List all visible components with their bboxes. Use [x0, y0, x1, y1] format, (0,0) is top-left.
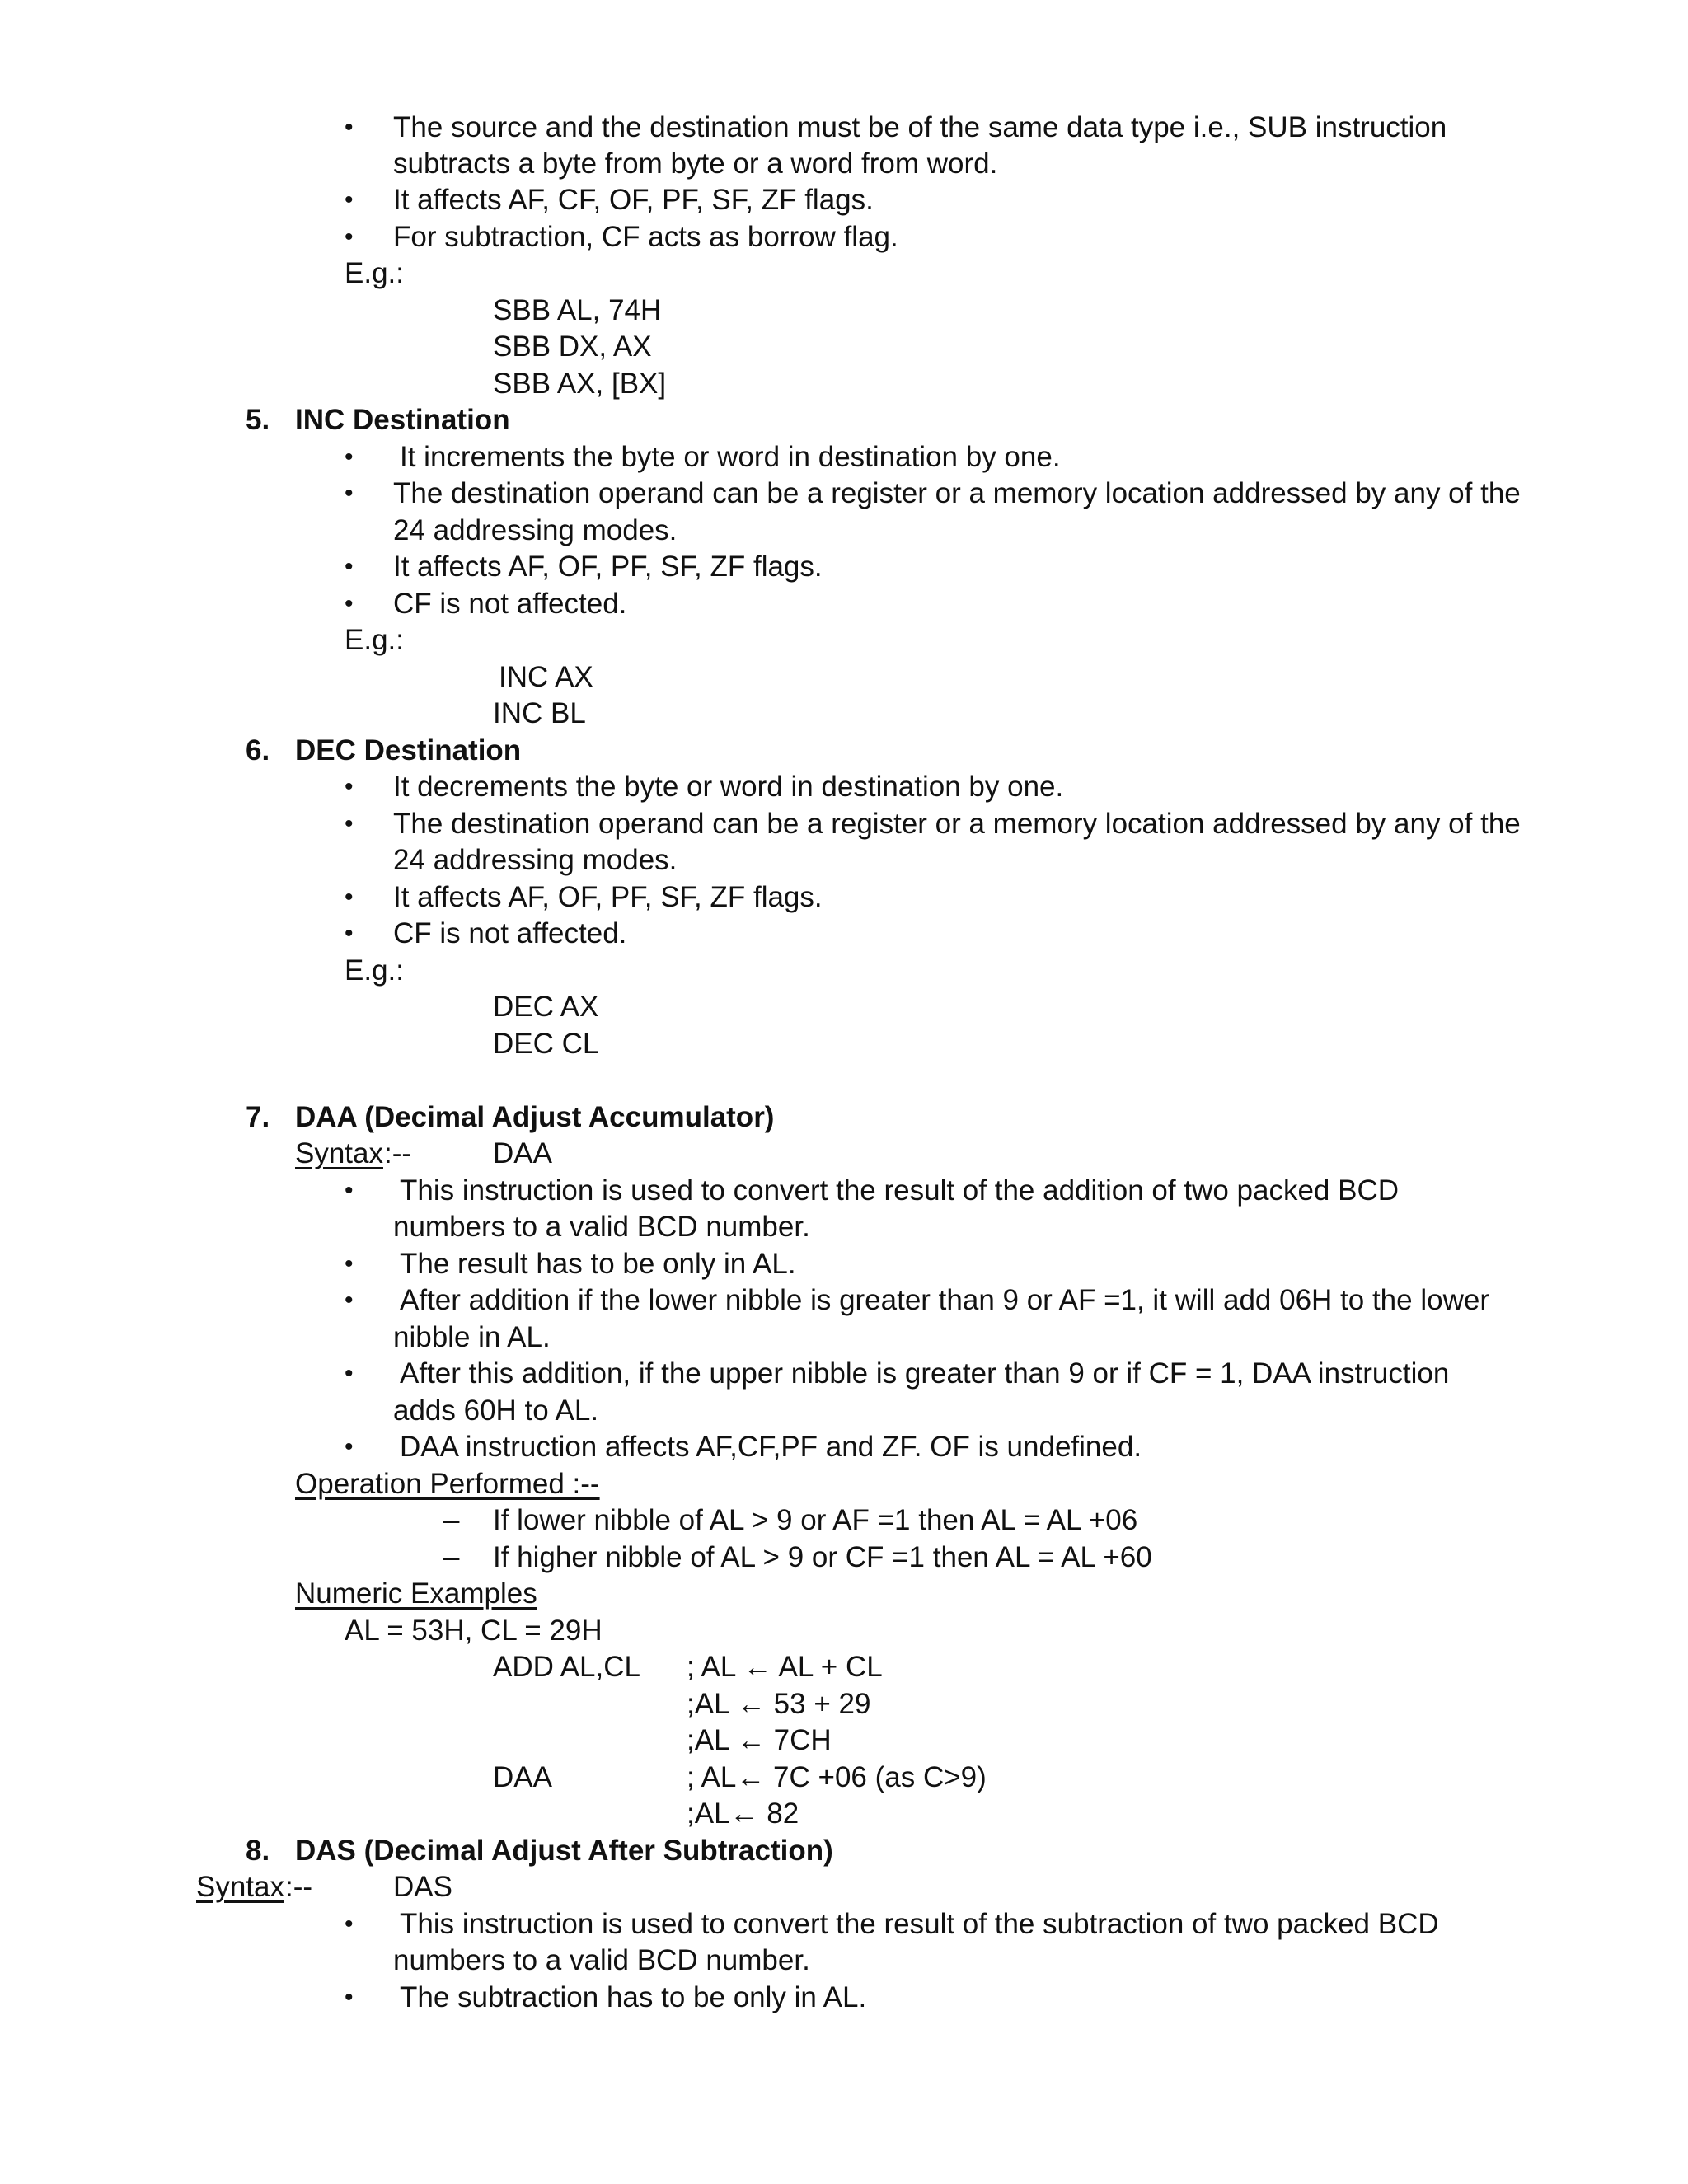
das-syntax-sep: :-- [285, 1871, 313, 1903]
bullet-dot: • [345, 1250, 354, 1277]
das-bullet-2: The subtraction has to be only in AL. [400, 1981, 867, 2013]
dec-bullet-2: The destination operand can be a register or a memory location addressed by any of the [393, 808, 1521, 840]
bullet-dot: • [345, 810, 354, 837]
das-syntax-label: Syntax [196, 1871, 284, 1903]
bullet-dot: • [345, 920, 354, 947]
bullet-dot: • [345, 1984, 354, 2011]
bullet-dot: • [345, 480, 354, 507]
inc-bullet-3: It affects AF, OF, PF, SF, ZF flags. [393, 551, 823, 583]
das-number: 8. [246, 1835, 270, 1867]
bullet-dot: • [345, 1360, 354, 1387]
daa-bullet-3: After addition if the lower nibble is greater than 9 or AF =1, it will add 06H to the lower [400, 1284, 1489, 1316]
inc-bullet-1: It increments the byte or word in destination by one. [400, 441, 1061, 473]
sbb-bullet-1: The source and the destination must be of the same data type i.e., SUB instruction [393, 111, 1447, 143]
daa-numeric-init: AL = 53H, CL = 29H [345, 1615, 603, 1647]
bullet-dot: • [345, 1177, 354, 1204]
sbb-bullet-3: For subtraction, CF acts as borrow flag. [393, 221, 898, 253]
daa-syntax-label: Syntax [295, 1137, 383, 1169]
daa-code-instr-add: ADD AL,CL [493, 1651, 640, 1683]
daa-operation-label: Operation Performed :-- [295, 1468, 600, 1500]
dec-eg-label: E.g.: [345, 954, 404, 987]
inc-eg-label: E.g.: [345, 624, 404, 656]
dec-heading: DEC Destination [295, 734, 522, 766]
das-bullet-1-cont: numbers to a valid BCD number. [393, 1944, 810, 1976]
daa-operation-1: If lower nibble of AL > 9 or AF =1 then AL = AL +06 [493, 1504, 1138, 1536]
daa-bullet-1: This instruction is used to convert the result of the addition of two packed BCD [400, 1174, 1400, 1207]
sbb-bullet-1-cont: subtracts a byte from byte or a word from word. [393, 148, 998, 180]
inc-heading: INC Destination [295, 404, 510, 436]
dec-bullet-3: It affects AF, OF, PF, SF, ZF flags. [393, 881, 823, 913]
dash-marker: – [443, 1541, 460, 1573]
bullet-dot: • [345, 1910, 354, 1938]
daa-code-comment-3: ;AL ← 7CH [687, 1724, 832, 1756]
daa-bullet-3-cont: nibble in AL. [393, 1321, 551, 1353]
inc-example-2: INC BL [493, 697, 586, 729]
bullet-dot: • [345, 1433, 354, 1460]
daa-number: 7. [246, 1101, 270, 1133]
dec-example-1: DEC AX [493, 991, 599, 1023]
daa-code-comment-4: ; AL← 7C +06 (as C>9) [687, 1761, 987, 1793]
dec-number: 6. [246, 734, 270, 766]
inc-bullet-2: The destination operand can be a register or a memory location addressed by any of the [393, 477, 1521, 509]
dec-bullet-2-cont: 24 addressing modes. [393, 844, 678, 876]
sbb-example-2: SBB DX, AX [493, 330, 652, 363]
bullet-dot: • [345, 223, 354, 251]
daa-bullet-1-cont: numbers to a valid BCD number. [393, 1211, 810, 1243]
inc-bullet-2-cont: 24 addressing modes. [393, 514, 678, 546]
bullet-dot: • [345, 443, 354, 471]
das-syntax-value: DAS [393, 1871, 452, 1903]
dash-marker: – [443, 1504, 460, 1536]
daa-numeric-label: Numeric Examples [295, 1577, 537, 1610]
daa-code-instr-daa: DAA [493, 1761, 552, 1793]
daa-bullet-2: The result has to be only in AL. [400, 1248, 796, 1280]
daa-bullet-4-cont: adds 60H to AL. [393, 1394, 599, 1427]
daa-code-comment-5: ;AL← 82 [687, 1797, 799, 1830]
dec-bullet-1: It decrements the byte or word in destination by one. [393, 771, 1064, 803]
sbb-example-1: SBB AL, 74H [493, 294, 662, 326]
daa-bullet-5: DAA instruction affects AF,CF,PF and ZF. OF is undefined. [400, 1431, 1142, 1463]
inc-bullet-4: CF is not affected. [393, 588, 627, 620]
daa-operation-2: If higher nibble of AL > 9 or CF =1 then AL = AL +60 [493, 1541, 1152, 1573]
das-bullet-1: This instruction is used to convert the result of the subtraction of two packed BCD [400, 1908, 1439, 1940]
sbb-bullet-2: It affects AF, CF, OF, PF, SF, ZF flags. [393, 184, 874, 216]
inc-number: 5. [246, 404, 270, 436]
daa-syntax-value: DAA [493, 1137, 552, 1169]
sbb-eg-label: E.g.: [345, 257, 404, 289]
bullet-dot: • [345, 114, 354, 141]
bullet-dot: • [345, 1286, 354, 1314]
dec-bullet-4: CF is not affected. [393, 917, 627, 949]
bullet-dot: • [345, 186, 354, 213]
daa-code-comment-1: ; AL ← AL + CL [687, 1651, 883, 1683]
dec-example-2: DEC CL [493, 1028, 599, 1060]
daa-heading: DAA (Decimal Adjust Accumulator) [295, 1101, 775, 1133]
bullet-dot: • [345, 773, 354, 800]
sbb-example-3: SBB AX, [BX] [493, 368, 667, 400]
daa-syntax-sep: :-- [384, 1137, 412, 1169]
bullet-dot: • [345, 883, 354, 911]
bullet-dot: • [345, 553, 354, 580]
daa-code-comment-2: ;AL ← 53 + 29 [687, 1688, 871, 1720]
inc-example-1: INC AX [499, 661, 593, 693]
bullet-dot: • [345, 590, 354, 617]
das-heading: DAS (Decimal Adjust After Subtraction) [295, 1835, 833, 1867]
daa-bullet-4: After this addition, if the upper nibble is greater than 9 or if CF = 1, DAA instruction [400, 1357, 1450, 1390]
